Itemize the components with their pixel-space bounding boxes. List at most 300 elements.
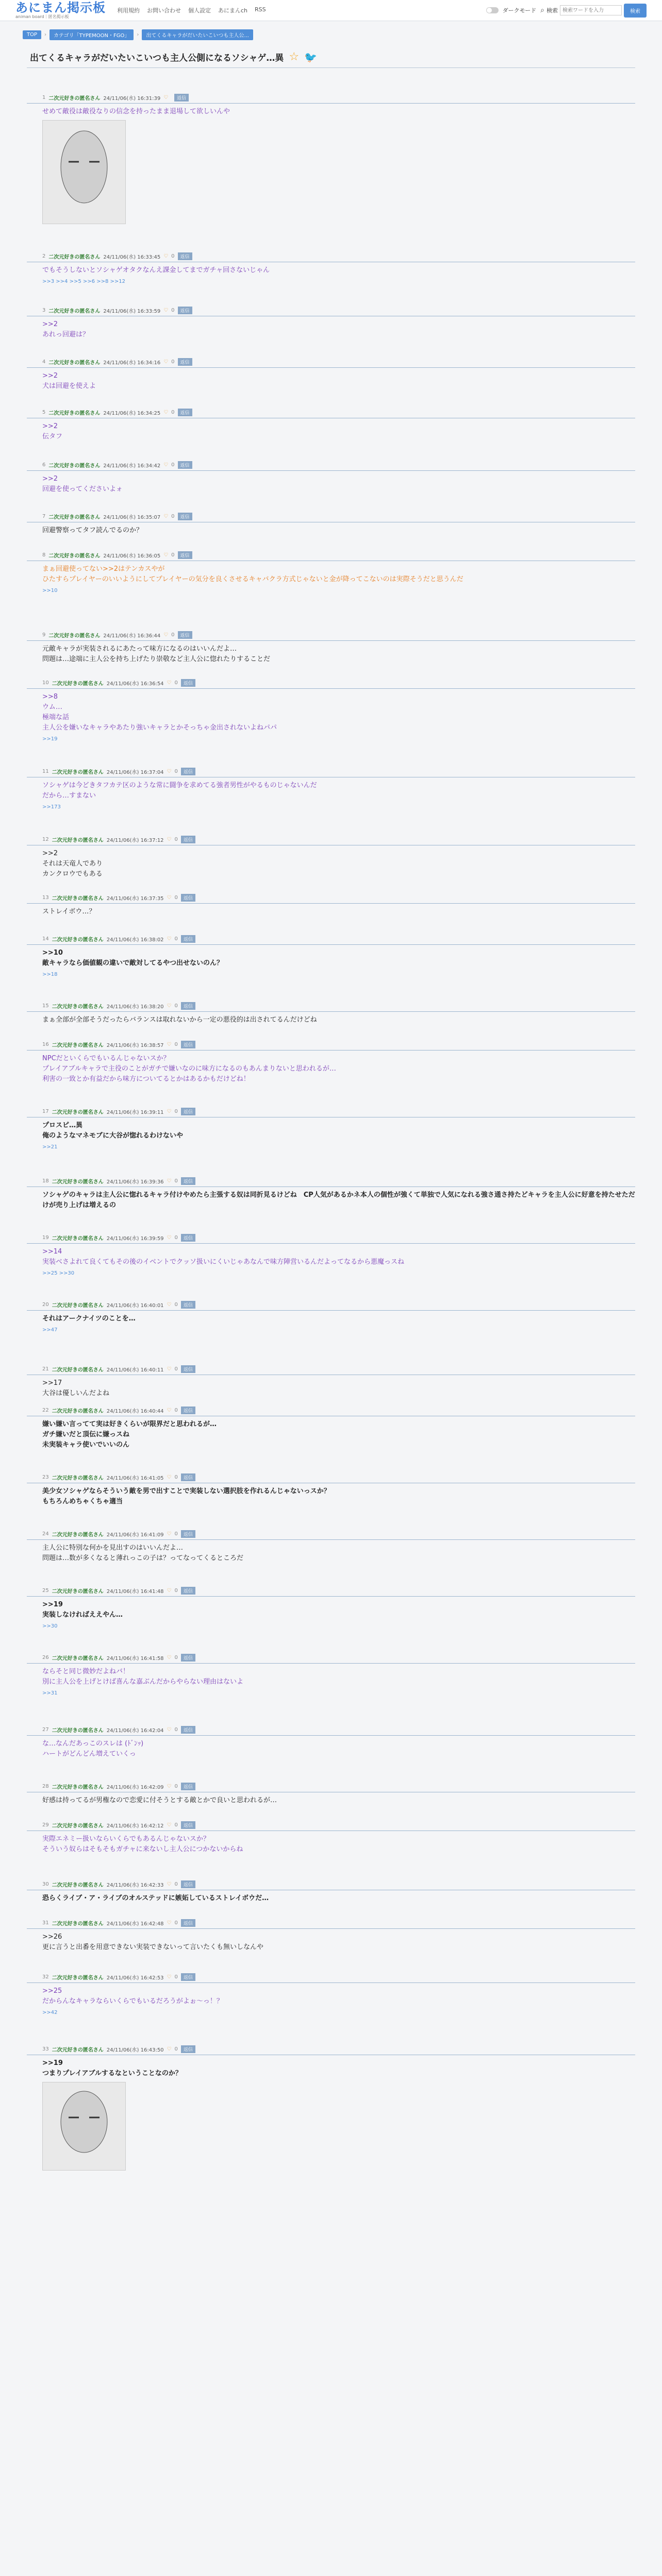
- post-body: 恐らくライブ・ア・ライブのオルステッドに嫉妬しているストレイボウだ…: [42, 1894, 269, 1902]
- reply-button[interactable]: 返信: [181, 1880, 195, 1888]
- reply-links[interactable]: >>25 >>30: [42, 1270, 75, 1276]
- post-divider: [27, 944, 635, 945]
- post-body: >>2 それは天竜人であり カンクロウでもある: [42, 850, 103, 878]
- post-item: [27, 768, 635, 810]
- good-count: 0: [174, 1920, 178, 1926]
- post-item: [27, 1821, 635, 1855]
- search-button[interactable]: 検索: [624, 4, 647, 18]
- post-divider: [27, 1928, 635, 1929]
- reply-links[interactable]: >>173: [42, 804, 61, 810]
- reply-links[interactable]: >>10: [42, 588, 58, 594]
- breadcrumb-thread[interactable]: 出てくるキャラがだいたいこいつも主人公...: [142, 29, 253, 40]
- good-icon[interactable]: ♡: [163, 514, 169, 519]
- good-count: 0: [174, 1042, 178, 1047]
- search-area: [540, 4, 647, 18]
- post-date: 24/11/06(水) 16:37:04: [106, 770, 164, 775]
- good-icon[interactable]: ♡: [167, 1882, 172, 1887]
- post-image[interactable]: [42, 120, 126, 224]
- good-count: 0: [174, 680, 178, 686]
- good-icon[interactable]: ♡: [167, 1920, 172, 1926]
- good-icon[interactable]: ♡: [167, 1366, 172, 1372]
- post-number[interactable]: 27: [42, 1727, 49, 1733]
- post-date: 24/11/06(水) 16:40:44: [106, 1409, 164, 1414]
- post-date: 24/11/06(水) 16:34:16: [103, 360, 161, 366]
- post-number[interactable]: 24: [42, 1531, 49, 1537]
- post-number[interactable]: 28: [42, 1784, 49, 1789]
- post-body: 美少女ソシャゲならそういう敵を男で出すことで実装しない選択肢を作れるんじゃないっスか？ もちろんめちゃくちゃ適当: [42, 1487, 330, 1505]
- post-body: >>17 大谷は優しいんだよね: [42, 1379, 110, 1397]
- post-author: 二次元好きの匿名さん: [52, 896, 104, 902]
- post-author: 二次元好きの匿名さん: [48, 360, 101, 366]
- post-author: 二次元好きの匿名さん: [48, 96, 101, 101]
- post-number[interactable]: 17: [42, 1109, 49, 1114]
- good-icon[interactable]: ♡: [163, 552, 169, 558]
- post-number[interactable]: 4: [42, 359, 46, 365]
- post-number[interactable]: 30: [42, 1882, 49, 1887]
- post-divider: [27, 903, 635, 904]
- post-item: [27, 1726, 635, 1759]
- good-icon[interactable]: ♡: [167, 837, 172, 842]
- post-header: [27, 1365, 635, 1373]
- good-count: 0: [174, 936, 178, 942]
- breadcrumb-separator: ›: [44, 32, 47, 38]
- good-icon[interactable]: ♡: [167, 1784, 172, 1789]
- post-date: 24/11/06(水) 16:42:53: [106, 1975, 164, 1981]
- post-item: [27, 1654, 635, 1696]
- good-count: 0: [174, 895, 178, 901]
- post-divider: [27, 1663, 635, 1664]
- good-count: 0: [174, 1178, 178, 1184]
- reply-button[interactable]: 返信: [181, 1473, 195, 1481]
- post-date: 24/11/06(水) 16:34:25: [103, 411, 161, 416]
- post-number[interactable]: 13: [42, 895, 49, 901]
- reply-button[interactable]: 返信: [181, 1002, 195, 1010]
- good-count: 0: [174, 837, 178, 842]
- post-date: 24/11/06(水) 16:39:59: [106, 1236, 164, 1242]
- reply-button[interactable]: 返信: [181, 1301, 195, 1309]
- post-header: [27, 461, 635, 469]
- post-item: [27, 94, 635, 224]
- reply-button[interactable]: 返信: [181, 1108, 195, 1115]
- post-date: 24/11/06(水) 16:39:11: [106, 1110, 164, 1115]
- good-icon[interactable]: ♡: [167, 1178, 172, 1184]
- post-author: 二次元好きの匿名さん: [48, 553, 101, 559]
- good-icon[interactable]: ♡: [167, 769, 172, 774]
- reply-button[interactable]: 返信: [178, 461, 192, 469]
- post-number[interactable]: 6: [42, 462, 46, 468]
- reply-button[interactable]: 返信: [181, 1406, 195, 1414]
- post-date: 24/11/06(水) 16:40:01: [106, 1303, 164, 1309]
- post-body: ソシャゲのキャラは主人公に惚れるキャラ付けやめたら主張する奴は同折見るけどね CP人気があるかネ本人の個性が強くて単独で人気になれる強さ通さ持たどキャラを主人公に好意を持たせただけが売り上げは増えるの: [42, 1191, 635, 1209]
- post-header: [27, 1919, 635, 1927]
- post-item: [27, 1880, 635, 1904]
- post-body: せめて敵役は敵役なりの信念を持ったまま退場して欲しいんや: [42, 108, 230, 115]
- post-author: 二次元好きの匿名さん: [52, 1656, 104, 1662]
- post-number[interactable]: 20: [42, 1302, 49, 1308]
- good-icon[interactable]: ♡: [167, 1655, 172, 1660]
- post-number[interactable]: 10: [42, 680, 49, 686]
- post-date: 24/11/06(水) 16:38:02: [106, 937, 164, 943]
- post-date: 24/11/06(水) 16:40:11: [106, 1367, 164, 1373]
- post-author: 二次元好きの匿名さん: [52, 1236, 104, 1242]
- reply-button[interactable]: 返信: [181, 1821, 195, 1829]
- good-count: 0: [174, 1003, 178, 1009]
- post-author: 二次元好きの匿名さん: [48, 515, 101, 520]
- good-icon[interactable]: ♡: [167, 680, 172, 686]
- good-count: 0: [174, 1408, 178, 1413]
- dark-mode-toggle[interactable]: [486, 7, 499, 13]
- post-number[interactable]: 32: [42, 1974, 49, 1980]
- reply-button[interactable]: 返信: [181, 836, 195, 843]
- post-date: 24/11/06(水) 16:35:07: [103, 515, 161, 520]
- post-body: >>2 犬は回避を使えよ: [42, 372, 96, 390]
- site-logo[interactable]: [15, 2, 106, 19]
- post-date: 24/11/06(水) 16:31:39: [103, 96, 161, 101]
- post-number[interactable]: 8: [42, 552, 46, 558]
- good-icon[interactable]: ♡: [163, 308, 169, 313]
- post-date: 24/11/06(水) 16:36:44: [103, 633, 161, 639]
- good-icon[interactable]: ♡: [167, 2046, 172, 2052]
- post-divider: [27, 1735, 635, 1736]
- reply-button[interactable]: 返信: [178, 252, 192, 260]
- breadcrumb-category[interactable]: カテゴリ「TYPEMOON・FGO」: [49, 29, 134, 40]
- post-item: [27, 1002, 635, 1025]
- post-body: ならそと同じ微妙だよねバ！ 別に主人公を上げとけば喜んな嘉ぶんだからやらない理由はないよ: [42, 1668, 244, 1686]
- post-number[interactable]: 5: [42, 410, 46, 415]
- good-icon[interactable]: ♡: [167, 1475, 172, 1480]
- post-header: [27, 1108, 635, 1115]
- reply-links[interactable]: >>21: [42, 1144, 58, 1150]
- post-item: [27, 1587, 635, 1629]
- post-header: [27, 551, 635, 559]
- post-header: [27, 2045, 635, 2053]
- post-item: [27, 307, 635, 340]
- post-header: [27, 679, 635, 687]
- post-number[interactable]: 29: [42, 1822, 49, 1828]
- post-item: [27, 2045, 635, 2171]
- good-icon[interactable]: ♡: [167, 1822, 172, 1828]
- post-body: >>19 実装しなければええやん…: [42, 1601, 123, 1619]
- post-author: 二次元好きの匿名さん: [52, 1975, 104, 1981]
- dark-mode-label: ダークモード: [502, 7, 537, 14]
- post-author: 二次元好きの匿名さん: [52, 1409, 104, 1414]
- post-item: [27, 1783, 635, 1806]
- good-count: 0: [171, 462, 175, 468]
- post-header: [27, 252, 635, 260]
- post-body: ソシャゲは今どきタフカテ区のような常に闘争を求めてる強者男性がやるものじゃないんだ だから…すまない: [42, 782, 317, 800]
- reply-button[interactable]: 返信: [178, 358, 192, 366]
- post-author: 二次元好きの匿名さん: [48, 309, 101, 314]
- post-author: 二次元好きの匿名さん: [52, 838, 104, 843]
- logo-title: あにまん掲示板: [15, 1, 106, 15]
- good-icon[interactable]: ♡: [167, 1974, 172, 1980]
- reply-button[interactable]: 返信: [178, 551, 192, 559]
- good-count: 0: [171, 514, 175, 519]
- post-number[interactable]: 1: [42, 95, 46, 100]
- post-author: 二次元好きの匿名さん: [52, 1043, 104, 1048]
- reply-button[interactable]: 返信: [181, 1919, 195, 1927]
- good-count: 0: [174, 769, 178, 774]
- post-author: 二次元好きの匿名さん: [52, 1110, 104, 1115]
- post-item: [27, 1473, 635, 1507]
- post-author: 二次元好きの匿名さん: [52, 1367, 104, 1373]
- logo-subtitle: animan board｜匿名掲示板: [15, 14, 69, 19]
- post-author: 二次元好きの匿名さん: [52, 1785, 104, 1790]
- post-number[interactable]: 33: [42, 2046, 49, 2052]
- post-author: 二次元好きの匿名さん: [52, 1728, 104, 1734]
- post-body: >>26 更に言うと出番を用意できない実装できないって言いたくも無いしなんや: [42, 1933, 264, 1951]
- nav-rss[interactable]: RSS: [255, 6, 266, 13]
- post-number[interactable]: 3: [42, 308, 46, 313]
- post-header: [27, 1726, 635, 1734]
- breadcrumb-top[interactable]: TOP: [23, 30, 41, 39]
- good-count: 0: [174, 1302, 178, 1308]
- post-number[interactable]: 26: [42, 1655, 49, 1660]
- post-body: >>2 あれっ回避は？: [42, 320, 90, 338]
- search-scope[interactable]: 検索: [547, 7, 558, 14]
- post-author: 二次元好きの匿名さん: [48, 463, 101, 469]
- post-date: 24/11/06(水) 16:41:05: [106, 1476, 164, 1481]
- post-header: [27, 1406, 635, 1414]
- post-date: 24/11/06(水) 16:41:48: [106, 1589, 164, 1595]
- reply-button[interactable]: 返信: [181, 1530, 195, 1538]
- good-icon[interactable]: ♡: [163, 410, 169, 415]
- good-count: 0: [174, 1655, 178, 1660]
- post-item: [27, 551, 635, 594]
- post-item: [27, 935, 635, 977]
- post-number[interactable]: 14: [42, 936, 49, 942]
- post-author: 二次元好きの匿名さん: [52, 937, 104, 943]
- good-icon[interactable]: ♡: [167, 1042, 172, 1047]
- post-number[interactable]: 18: [42, 1178, 49, 1184]
- good-icon[interactable]: ♡: [167, 1235, 172, 1241]
- reply-button[interactable]: 返信: [181, 1726, 195, 1734]
- post-body: 好感は持ってるが男権なので恋愛に付そうとする敵とかで良いと思われるが…: [42, 1797, 277, 1804]
- post-number[interactable]: 21: [42, 1366, 49, 1372]
- post-item: [27, 1530, 635, 1564]
- post-date: 24/11/06(水) 16:43:50: [106, 2047, 164, 2053]
- post-number[interactable]: 11: [42, 769, 49, 774]
- manga-panel-icon: [43, 2082, 125, 2170]
- thread-title-bar: [27, 46, 635, 68]
- post-date: 24/11/06(水) 16:33:45: [103, 255, 161, 260]
- reply-button[interactable]: 返信: [181, 1365, 195, 1373]
- post-author: 二次元好きの匿名さん: [52, 1476, 104, 1481]
- good-icon[interactable]: ♡: [167, 1727, 172, 1733]
- reply-links[interactable]: >>47: [42, 1327, 58, 1333]
- post-author: 二次元好きの匿名さん: [52, 2047, 104, 2053]
- post-item: [27, 1041, 635, 1084]
- post-number[interactable]: 22: [42, 1408, 49, 1413]
- post-author: 二次元好きの匿名さん: [52, 1921, 104, 1927]
- reply-links[interactable]: >>19: [42, 736, 58, 742]
- post-date: 24/11/06(水) 16:41:58: [106, 1656, 164, 1662]
- post-divider: [27, 367, 635, 368]
- post-body: NPCだといくらでもいるんじゃないスか？ プレイアブルキャラで主役のことがガチで嫌いなのに味方になるのもあんまりないと思われるが… 利害の一致とか有益だから味方についてるとかはあるかもだけどね！: [42, 1055, 336, 1083]
- reply-links[interactable]: >>42: [42, 2010, 58, 2015]
- post-item: [27, 358, 635, 392]
- post-divider: [27, 1982, 635, 1983]
- reply-button[interactable]: 返信: [181, 1234, 195, 1242]
- post-item: [27, 894, 635, 917]
- good-icon[interactable]: ♡: [163, 95, 169, 100]
- post-header: [27, 1530, 635, 1538]
- good-icon[interactable]: ♡: [167, 1302, 172, 1308]
- good-icon[interactable]: ♡: [163, 462, 169, 468]
- nav-terms[interactable]: 利用規約: [117, 7, 140, 14]
- post-number[interactable]: 7: [42, 514, 46, 519]
- post-number[interactable]: 15: [42, 1003, 49, 1009]
- post-date: 24/11/06(水) 16:42:12: [106, 1823, 164, 1829]
- post-body: それはアークナイツのことを…: [42, 1315, 136, 1323]
- good-icon[interactable]: ♡: [167, 1003, 172, 1009]
- reply-button[interactable]: 返信: [181, 894, 195, 902]
- nav-animanch[interactable]: あにまんch: [218, 7, 248, 14]
- reply-button[interactable]: 返信: [181, 1783, 195, 1790]
- post-header: [27, 358, 635, 366]
- post-author: 二次元好きの匿名さん: [52, 1179, 104, 1185]
- post-author: 二次元好きの匿名さん: [52, 1823, 104, 1829]
- good-count: 0: [171, 359, 175, 365]
- good-count: 0: [174, 1109, 178, 1114]
- reply-button[interactable]: 返信: [181, 768, 195, 775]
- thread-title: 出てくるキャラがだいたいこいつも主人公側になるソシャゲ…異: [30, 53, 284, 63]
- post-image[interactable]: [42, 2082, 126, 2171]
- post-number[interactable]: 2: [42, 253, 46, 259]
- post-header: [27, 409, 635, 416]
- post-body: でもそうしないとソシャゲオタクなんえ課金してまでガチャ回さないじゃん: [42, 266, 270, 274]
- good-icon[interactable]: ♡: [167, 1588, 172, 1594]
- breadcrumb-separator: ›: [137, 32, 139, 38]
- post-item: [27, 1177, 635, 1211]
- post-divider: [27, 1310, 635, 1311]
- twitter-share-icon[interactable]: 🐦: [304, 50, 317, 63]
- post-header: [27, 1821, 635, 1829]
- good-count: 0: [174, 1588, 178, 1594]
- good-count: 0: [171, 632, 175, 638]
- post-item: [27, 252, 635, 284]
- post-item: [27, 836, 635, 879]
- post-body: な…なんだあっこのスレは (ﾄﾞﾝｯ) ハートがどんどん増えていくっ: [42, 1740, 144, 1758]
- reply-links[interactable]: >>31: [42, 1690, 58, 1696]
- reply-button[interactable]: 返信: [181, 1177, 195, 1185]
- post-author: 二次元好きの匿名さん: [52, 1303, 104, 1309]
- post-number[interactable]: 31: [42, 1920, 49, 1926]
- post-divider: [27, 1596, 635, 1597]
- post-header: [27, 836, 635, 843]
- good-count: 0: [174, 1366, 178, 1372]
- reply-links[interactable]: >>3 >>4 >>5 >>6 >>8 >>12: [42, 279, 125, 284]
- good-count: 0: [174, 1727, 178, 1733]
- reply-button[interactable]: 返信: [181, 1041, 195, 1048]
- reply-button[interactable]: 返信: [181, 2045, 195, 2053]
- post-item: [27, 513, 635, 536]
- good-count: 0: [174, 1974, 178, 1980]
- good-icon[interactable]: ♡: [167, 895, 172, 901]
- post-date: 24/11/06(水) 16:38:57: [106, 1043, 164, 1048]
- reply-button[interactable]: 返信: [181, 1973, 195, 1981]
- post-header: [27, 1654, 635, 1662]
- good-icon[interactable]: ♡: [167, 1109, 172, 1114]
- post-divider: [27, 103, 635, 104]
- post-body: >>25 だからんなキャラならいくらでもいるだろうがよぉ～っ！？: [42, 1987, 223, 2005]
- post-divider: [27, 470, 635, 471]
- post-body: 回避警察ってタフ読んでるのか？: [42, 527, 143, 534]
- post-body: >>14 実装ベさよれて良くてもその後のイベントでクッソ扱いにくいじゃあなんで味方陣営いるんだよってなるから悪魔っスね: [42, 1248, 405, 1266]
- post-number[interactable]: 16: [42, 1042, 49, 1047]
- top-nav: [117, 6, 266, 14]
- post-author: 二次元好きの匿名さん: [48, 255, 101, 260]
- post-header: [27, 94, 635, 101]
- reply-button[interactable]: 返信: [178, 409, 192, 416]
- good-icon[interactable]: ♡: [163, 253, 169, 259]
- post-item: [27, 461, 635, 495]
- reply-links[interactable]: >>30: [42, 1623, 58, 1629]
- thread-main: [27, 46, 635, 2077]
- nav-settings[interactable]: 個人設定: [188, 7, 211, 14]
- post-number[interactable]: 12: [42, 837, 49, 842]
- post-author: 二次元好きの匿名さん: [52, 1532, 104, 1538]
- reply-button[interactable]: 返信: [178, 307, 192, 314]
- reply-button[interactable]: 返信: [174, 94, 189, 101]
- reply-button[interactable]: 返信: [181, 935, 195, 943]
- post-body: >>10 敵キャラなら価値観の違いで敵対してるやつ出せないのん？: [42, 949, 224, 967]
- post-body: >>8 ウム… 極端な話 主人公を嫌いなキャラやあたり強いキャラとかそっちゃ金出されないよねパパ: [42, 693, 277, 732]
- post-body: >>19 つまりプレイアブルするなということなのか？: [42, 2059, 182, 2077]
- nav-contact[interactable]: お問い合わせ: [147, 7, 181, 14]
- post-date: 24/11/06(水) 16:39:36: [106, 1179, 164, 1185]
- good-icon[interactable]: ♡: [167, 1531, 172, 1537]
- post-number[interactable]: 9: [42, 632, 46, 638]
- post-header: [27, 1234, 635, 1242]
- post-header: [27, 768, 635, 775]
- reply-button[interactable]: 返信: [178, 513, 192, 520]
- manga-panel-icon: [43, 121, 125, 224]
- good-icon[interactable]: ♡: [167, 1408, 172, 1413]
- reply-button[interactable]: 返信: [178, 631, 192, 639]
- good-count: 0: [174, 1882, 178, 1887]
- good-count: 0: [174, 1531, 178, 1537]
- post-item: [27, 1973, 635, 2015]
- good-icon[interactable]: ♡: [163, 632, 169, 638]
- post-header: [27, 1473, 635, 1481]
- post-item: [27, 1108, 635, 1150]
- reply-button[interactable]: 返信: [181, 679, 195, 687]
- post-date: 24/11/06(水) 16:38:20: [106, 1004, 164, 1010]
- post-date: 24/11/06(水) 16:33:59: [103, 309, 161, 314]
- post-item: [27, 1365, 635, 1399]
- post-number[interactable]: 19: [42, 1235, 49, 1241]
- reply-button[interactable]: 返信: [181, 1654, 195, 1662]
- search-input[interactable]: [560, 5, 622, 15]
- post-divider: [27, 1243, 635, 1244]
- post-item: [27, 1919, 635, 1953]
- reply-button[interactable]: 返信: [181, 1587, 195, 1595]
- good-icon[interactable]: ♡: [163, 359, 169, 365]
- post-header: [27, 307, 635, 314]
- post-number[interactable]: 23: [42, 1475, 49, 1480]
- post-number[interactable]: 25: [42, 1588, 49, 1594]
- reply-links[interactable]: >>18: [42, 972, 58, 977]
- favorite-star-icon[interactable]: ☆: [289, 50, 300, 63]
- post-header: [27, 1880, 635, 1888]
- good-icon[interactable]: ♡: [167, 936, 172, 942]
- post-header: [27, 894, 635, 902]
- post-body: まぁ回避使ってない>>2はテンカスやが ひたすらプレイヤーのいいようにしてプレイヤーの気分を良くさせるキャバクラ方式じゃないと金が降ってこないのは実際そうだと思うんだ: [42, 565, 464, 583]
- post-item: [27, 1301, 635, 1333]
- good-count: 0: [174, 1822, 178, 1828]
- post-divider: [27, 1011, 635, 1012]
